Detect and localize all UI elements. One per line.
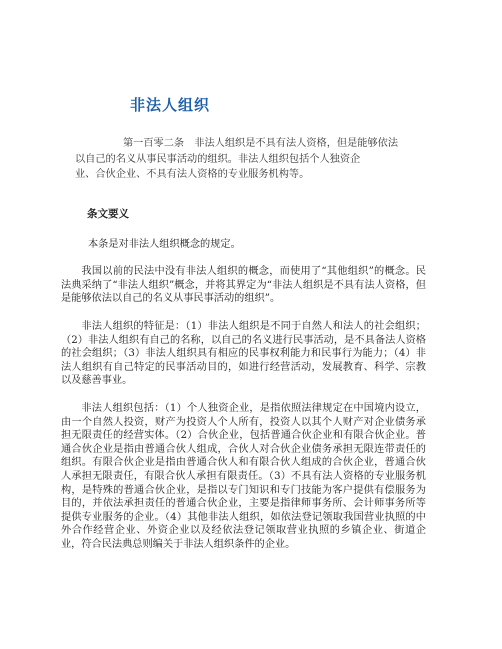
article-line: 以自己的名义从事民事活动的组织。非法人组织包括个人独资企	[75, 153, 361, 165]
section-heading: 条文要义	[87, 208, 129, 220]
paragraph: 本条是对非法人组织概念的规定。	[88, 239, 241, 250]
paragraph: 非法人组织的特征是：（1）非法人组织是不同于自然人和法人的社会组织；（2）非法人组织有自己的名称，以自己的名义进行民事活动，是不具备法人资格的社会组织；（3）非法人组织具有相应的民事权利能力和民事行为能力；（4）非法人组织有自己特定的民事活动目的，如进行经营活动，发展教育、科学、宗教以及慈善事业。	[61, 321, 426, 387]
page-title: 非法人组织	[130, 96, 211, 114]
paragraph: 我国以前的民法中没有非法人组织的概念，而使用了“其他组织”的概念。民法典采纳了“非法人组织”概念，并将其界定为“非法人组织是不具有法人资格，但是能够依法以自己的名义从事民事活动的组织”。	[61, 266, 426, 305]
article-line: 第一百零二条 非法人组织是不具有法人资格，但是能够依法	[123, 138, 399, 149]
article-line: 业、合伙企业、不具有法人资格的专业服务机构等。	[75, 169, 310, 180]
article-text	[75, 136, 435, 183]
paragraph: 非法人组织包括：（1）个人独资企业，是指依照法律规定在中国境内设立，由一个自然人投资，财产为投资人个人所有，投资人以其个人财产对企业债务承担无限责任的经营实体。（2）合伙企业，包括普通合伙企业和有限合伙企业。普通合伙企业是指由普通合伙人组成，合伙人对合伙企业债务承担无限连带责任的组织。有限合伙企业是指由普通合伙人和有限合伙人组成的合伙企业，普通合伙人承担无限责任，有限合伙人承担有限责任。（3）不具有法人资格的专业服务机构，是特殊的普通合伙企业，是指以专门知识和专门技能为客户提供有偿服务为目的，并依法承担责任的普通合伙企业，主要是指律师事务所、会计师事务所等提供专业服务的企业。（4）其他非法人组织，如依法登记领取我国营业执照的中外合作经营企业、外资企业以及经依法登记领取营业执照的乡镇企业、街道企业，符合民法典总则编关于非法人组织条件的企业。	[61, 403, 426, 550]
